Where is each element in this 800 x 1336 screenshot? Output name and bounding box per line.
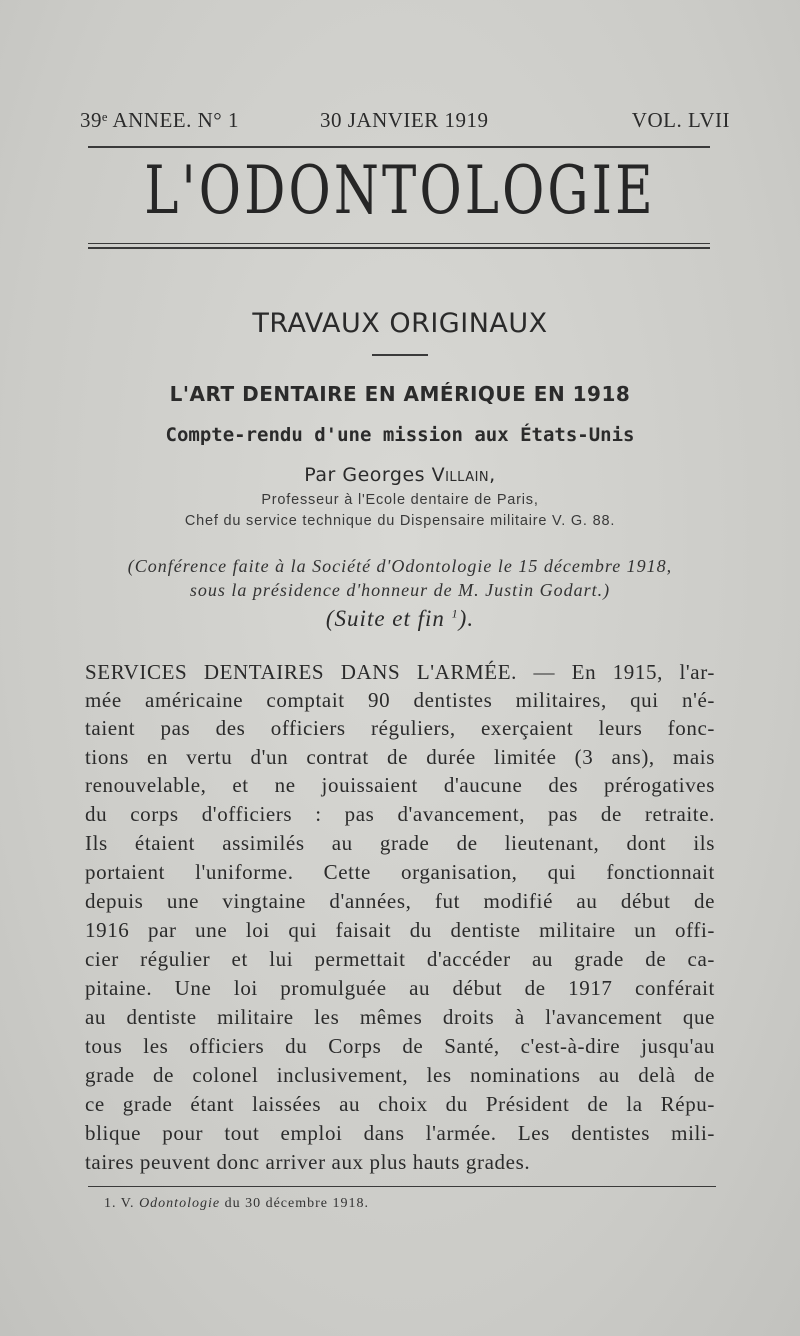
footnote-ref: 1 (451, 606, 459, 621)
body-line: tions en vertu d'un contrat de durée limitée (3 ans), mais (85, 745, 715, 769)
body-line: du corps d'officiers : pas d'avancement, pas de retraite. (85, 802, 715, 826)
footnote-journal: Odontologie (139, 1196, 221, 1211)
body-line: au dentiste militaire les mêmes droits à l'avancement que (85, 1005, 715, 1029)
suite-text: (Suite et fin (325, 606, 445, 631)
body-line: taires peuvent donc arriver aux plus hauts grades. (85, 1150, 531, 1174)
issue-date: 30 JANVIER 1919 (320, 108, 489, 132)
body-line: pitaine. Une loi promulguée au début de 1917 conférait (85, 976, 715, 1000)
body-line: taient pas des officiers réguliers, exerçaient leurs fonc- (85, 716, 715, 740)
header-rule (88, 146, 710, 148)
body-line: depuis une vingtaine d'années, fut modifié au début de (85, 889, 715, 913)
body-line: grade de colonel inclusivement, les nominations au delà de (85, 1063, 715, 1087)
author-name: Villain, (431, 464, 496, 486)
affiliation-2: Chef du service technique du Dispensaire militaire V. G. 88. (184, 513, 616, 529)
affiliation-1: Professeur à l'Ecole dentaire de Paris, (261, 492, 539, 508)
footnote-number: 1. (104, 1196, 117, 1211)
suite-close: ). (458, 606, 475, 631)
footnote-rule (88, 1186, 716, 1187)
body-line: SERVICES DENTAIRES DANS L'ARMÉE. — En 1915, l'ar- (85, 660, 715, 684)
title-rule-thick (88, 247, 710, 249)
author-prefix: Par Georges (304, 464, 432, 486)
article-subtitle: Compte-rendu d'une mission aux États-Unis (165, 424, 635, 446)
body-line: mée américaine comptait 90 dentistes militaires, qui n'é- (85, 688, 715, 712)
volume-number: VOL. LVII (631, 108, 730, 132)
footnote-rest: du 30 décembre 1918. (220, 1196, 369, 1211)
continuation-note (0, 606, 800, 632)
section-title: TRAVAUX ORIGINAUX (252, 308, 548, 339)
body-line: tous les officiers du Corps de Santé, c'est-à-dire jusqu'au (85, 1034, 715, 1058)
body-line: Ils étaient assimilés au grade de lieutenant, dont ils (85, 831, 715, 855)
section-divider (372, 354, 428, 356)
footnote-prefix: V. (120, 1196, 140, 1211)
title-rule-thin (88, 243, 710, 244)
issue-number: 39ᵉ ANNEE. N° 1 (80, 108, 239, 132)
journal-title: L'ODONTOLOGIE (144, 152, 656, 229)
footnote (104, 1196, 369, 1212)
body-line: ce grade étant laissées au choix du Président de la Répu- (85, 1092, 715, 1116)
author-line (0, 464, 800, 486)
body-line: 1916 par une loi qui faisait du dentiste militaire un offi- (85, 918, 715, 942)
conference-note-1: (Conférence faite à la Société d'Odontologie le 15 décembre 1918, (127, 556, 673, 576)
body-line: blique pour tout emploi dans l'armée. Les dentistes mili- (85, 1121, 715, 1145)
body-line: portaient l'uniforme. Cette organisation, qui fonctionnait (85, 860, 715, 884)
body-line: cier régulier et lui permettait d'accéder au grade de ca- (85, 947, 715, 971)
body-line: renouvelable, et ne jouissaient d'aucune des prérogatives (85, 773, 715, 797)
article-title: L'ART DENTAIRE EN AMÉRIQUE EN 1918 (169, 382, 631, 406)
conference-note-2: sous la présidence d'honneur de M. Justin Godart.) (189, 580, 611, 600)
